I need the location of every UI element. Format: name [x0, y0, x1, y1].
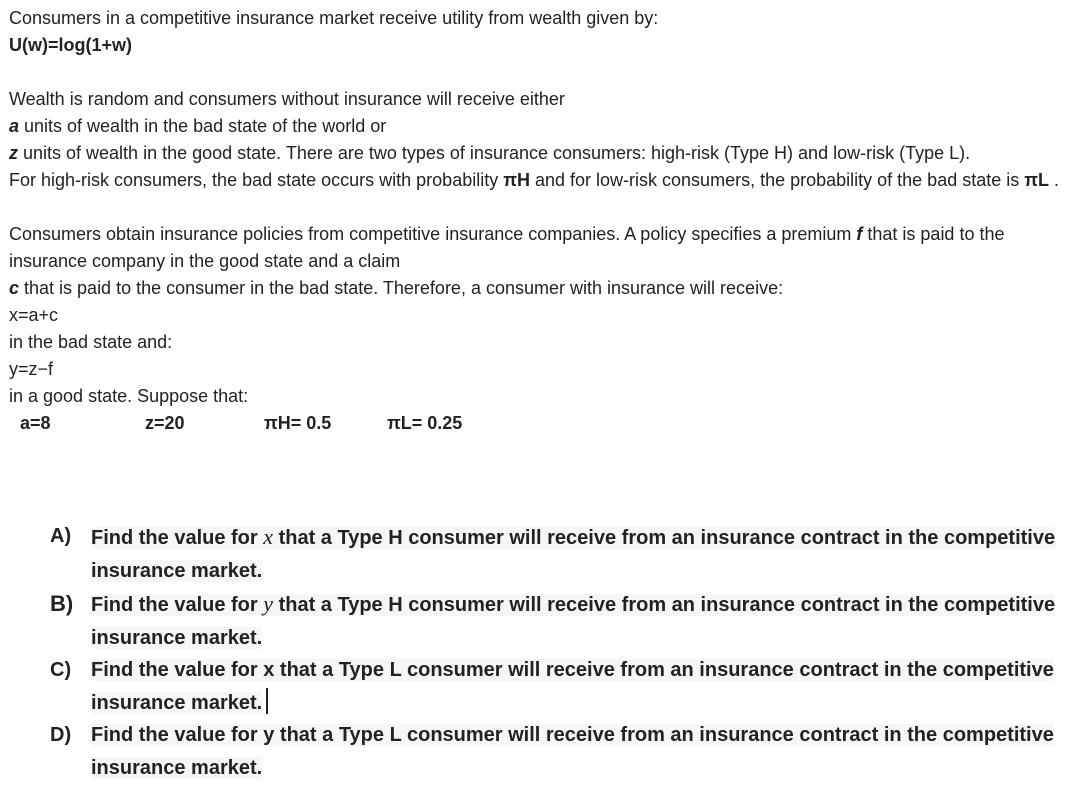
policy-text-1: Consumers obtain insurance policies from competitive insurance companies. A policy specifies a premium [9, 224, 857, 244]
wealth-intro: Wealth is random and consumers without insurance will receive either [9, 89, 565, 109]
policy-text-2: that is paid to the insurance company in the good state and a claim [9, 224, 1005, 271]
question-text [91, 591, 1056, 649]
claim-definition [9, 275, 1084, 302]
parameter-values [9, 410, 1084, 437]
z-definition [9, 140, 1084, 167]
question-text [91, 524, 1056, 582]
bad-state-label: in the bad state and: [9, 332, 173, 352]
pi-l-symbol: πL [1024, 170, 1050, 190]
param-z: z=20 [145, 413, 185, 433]
a-variable: a [9, 116, 20, 136]
param-pi-h: πH= 0.5 [264, 413, 332, 433]
question-a [50, 520, 1080, 588]
y-equation: y=z−f [9, 359, 54, 379]
pi-h-symbol: πH [503, 170, 530, 190]
c-variable: c [9, 278, 20, 298]
a-definition [9, 113, 1084, 140]
question-letter: C) [50, 659, 72, 681]
question-text: Find the value for x that a Type L consumer will receive from an insurance contract in the competitive insurance market. [91, 659, 1054, 714]
x-variable: x [263, 524, 274, 549]
param-pi-l: πL= 0.25 [387, 413, 463, 433]
param-a: a=8 [20, 413, 51, 433]
intro-line: Consumers in a competitive insurance market receive utility from wealth given by: [9, 8, 659, 28]
probability-text: For high-risk consumers, the bad state occurs with probability [9, 170, 504, 190]
x-equation: x=a+c [9, 305, 59, 325]
question-post: that a Type H consumer will receive from an insurance contract in the competitive insurance market. [91, 594, 1056, 649]
question-pre: Find the value for [91, 527, 264, 549]
question-d [50, 719, 1080, 785]
utility-function: U(w)=log(1+w) [9, 35, 133, 55]
probability-text-3: . [1049, 170, 1060, 190]
text-cursor [266, 688, 268, 714]
probability-definition [9, 167, 1084, 194]
probability-text-2: and for low-risk consumers, the probability of the bad state is [530, 170, 1025, 190]
question-c [50, 654, 1080, 720]
question-letter: B) [50, 591, 74, 616]
policy-definition [9, 221, 1084, 275]
problem-text [9, 5, 1084, 437]
policy-text-3: that is paid to the consumer in the bad state. Therefore, a consumer with insurance will receive: [19, 278, 784, 298]
z-variable: z [9, 143, 18, 163]
z-definition-text: units of wealth in the good state. There are two types of insurance consumers: high-risk (Type H) and low-risk (Type L). [18, 143, 971, 163]
question-list [50, 520, 1080, 784]
question-letter: A) [50, 525, 72, 547]
y-variable: y [263, 591, 274, 616]
a-definition-text: units of wealth in the bad state of the world or [19, 116, 387, 136]
good-state-label: in a good state. Suppose that: [9, 386, 249, 406]
question-b [50, 587, 1080, 655]
question-post: that a Type H consumer will receive from an insurance contract in the competitive insurance market. [91, 527, 1056, 582]
question-text: Find the value for y that a Type L consumer will receive from an insurance contract in the competitive insurance market. [91, 724, 1054, 779]
question-letter: D) [50, 724, 72, 746]
question-pre: Find the value for [91, 594, 264, 616]
f-variable: f [856, 224, 863, 244]
